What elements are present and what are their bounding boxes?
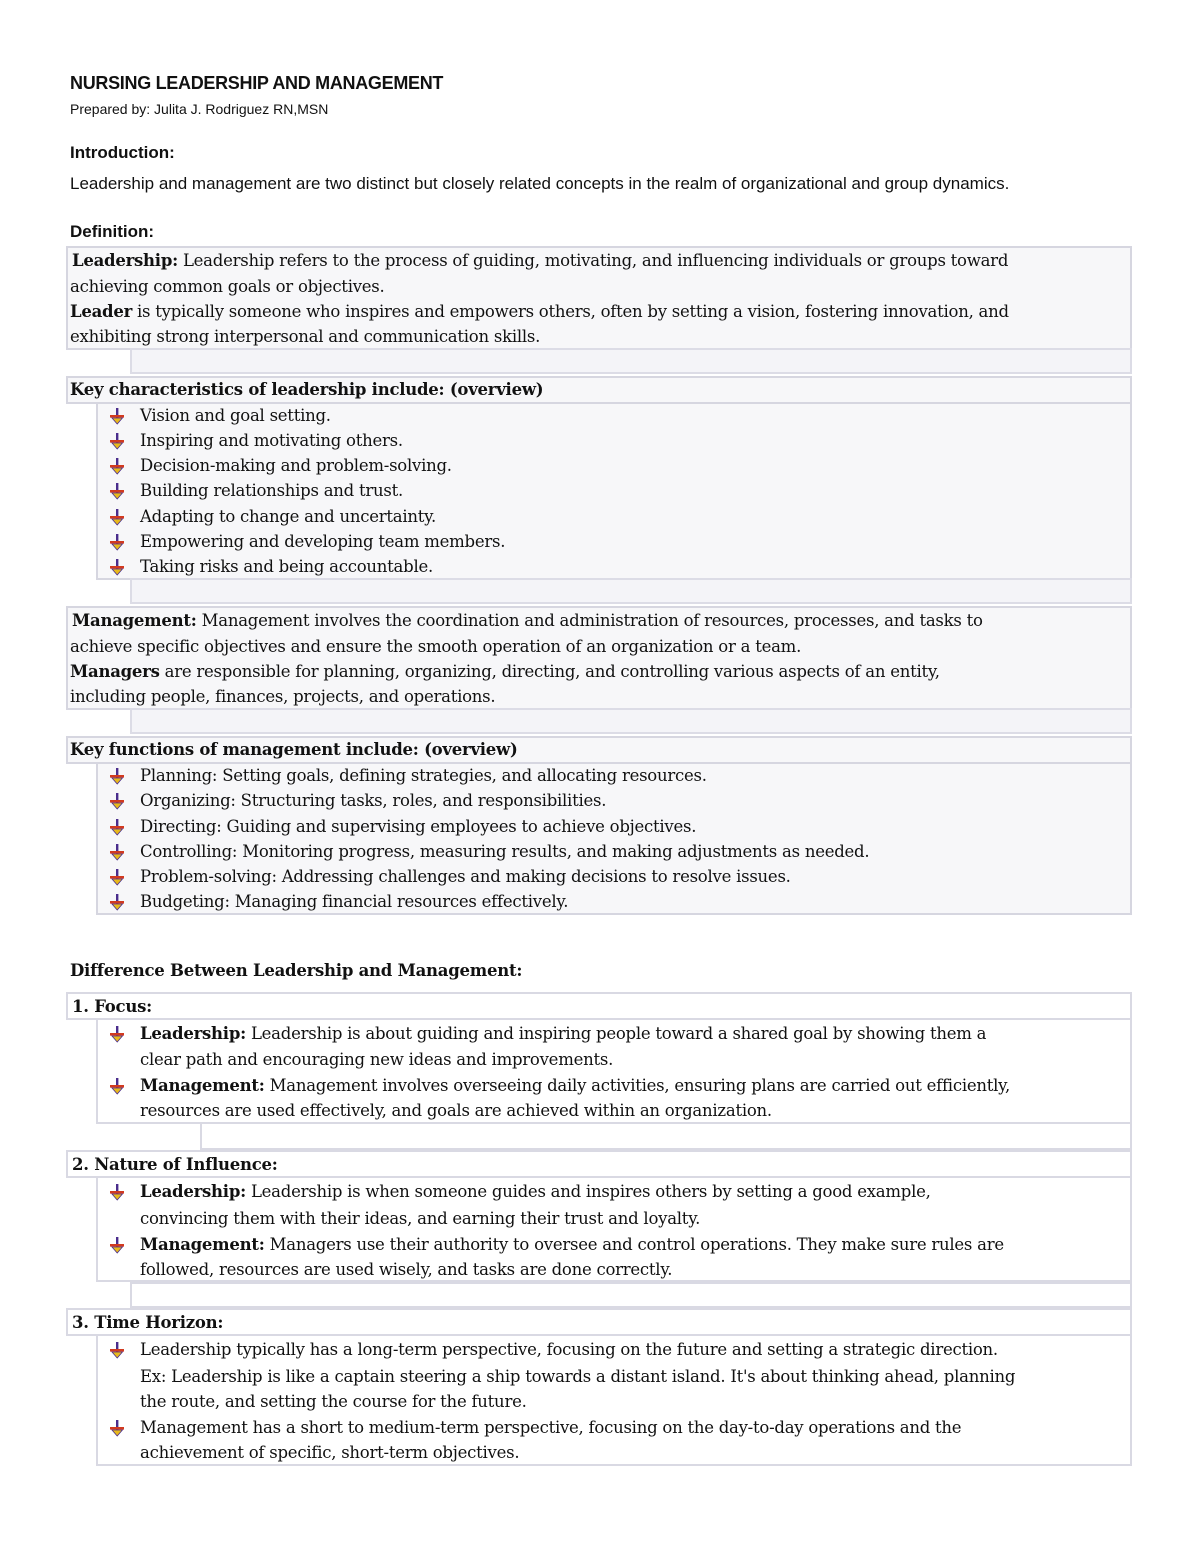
leader-term: Leader (70, 302, 133, 321)
list-item: Taking risks and being accountable. (140, 557, 433, 576)
spacer-row (130, 1282, 1132, 1308)
management-def-line1: Management: Management involves the coordination and administration of resources, processes, and tasks to (72, 611, 983, 630)
arrow-down-bullet-icon (108, 1183, 126, 1201)
focus-management-line1: Management: Management involves overseeing daily activities, ensuring plans are carried out efficiently, (140, 1076, 1011, 1095)
management-term: Management: (72, 611, 197, 630)
time-example-line1: Ex: Leadership is like a captain steering a ship towards a distant island. It's about thinking ahead, planning (140, 1367, 1016, 1386)
key-leadership-heading: Key characteristics of leadership include: (overview) (70, 380, 544, 399)
introduction-text: Leadership and management are two distinct but closely related concepts in the realm of organizational and group dynamics. (70, 174, 1010, 193)
time-example-line2: the route, and setting the course for the future. (140, 1392, 527, 1411)
focus-leadership-line2: clear path and encouraging new ideas and improvements. (140, 1050, 614, 1069)
list-item: Building relationships and trust. (140, 481, 403, 500)
arrow-down-bullet-icon (108, 1025, 126, 1043)
prepared-by: Prepared by: Julita J. Rodriguez RN,MSN (70, 101, 329, 117)
list-item: Problem-solving: Addressing challenges and making decisions to resolve issues. (140, 867, 791, 886)
arrow-down-bullet-icon (108, 432, 126, 450)
arrow-down-bullet-icon (108, 1236, 126, 1254)
focus-management-line2: resources are used effectively, and goals are achieved within an organization. (140, 1101, 772, 1120)
influence-leadership-line1: Leadership: Leadership is when someone guides and inspires others by setting a good example, (140, 1182, 931, 1201)
arrow-down-bullet-icon (108, 508, 126, 526)
influence-management-line1: Management: Managers use their authority to oversee and control operations. They make sure rules are (140, 1235, 1004, 1254)
focus-heading-box (66, 992, 1132, 1020)
leader-def-line3: Leader is typically someone who inspires and empowers others, often by setting a vision, fostering innovation, and (70, 302, 1009, 321)
time-heading: 3. Time Horizon: (72, 1313, 224, 1332)
influence-leadership-line2: convincing them with their ideas, and earning their trust and loyalty. (140, 1209, 701, 1228)
arrow-down-bullet-icon (108, 1341, 126, 1359)
time-heading-box (66, 1308, 1132, 1336)
spacer-row (130, 708, 1132, 734)
focus-leadership-line1: Leadership: Leadership is about guiding and inspiring people toward a shared goal by showing them a (140, 1024, 987, 1043)
list-item: Adapting to change and uncertainty. (140, 507, 436, 526)
management-def-line2: achieve specific objectives and ensure the smooth operation of an organization or a team. (70, 637, 802, 656)
spacer-row (200, 1122, 1132, 1150)
list-item: Vision and goal setting. (140, 406, 331, 425)
arrow-down-bullet-icon (108, 767, 126, 785)
influence-heading: 2. Nature of Influence: (72, 1155, 278, 1174)
list-item: Inspiring and motivating others. (140, 431, 403, 450)
list-item: Directing: Guiding and supervising employees to achieve objectives. (140, 817, 697, 836)
arrow-down-bullet-icon (108, 407, 126, 425)
time-leadership-line: Leadership typically has a long-term perspective, focusing on the future and setting a strategic direction. (140, 1340, 998, 1359)
influence-management-line2: followed, resources are used wisely, and tasks are done correctly. (140, 1260, 673, 1279)
leadership-def-line2: achieving common goals or objectives. (70, 277, 385, 296)
arrow-down-bullet-icon (108, 792, 126, 810)
leader-def-line4: exhibiting strong interpersonal and communication skills. (70, 327, 541, 346)
arrow-down-bullet-icon (108, 558, 126, 576)
arrow-down-bullet-icon (108, 482, 126, 500)
document-title: NURSING LEADERSHIP AND MANAGEMENT (70, 73, 444, 93)
difference-heading: Difference Between Leadership and Management: (70, 961, 523, 980)
managers-def-line3: Managers are responsible for planning, organizing, directing, and controlling various aspects of an entity, (70, 662, 940, 681)
list-item: Decision-making and problem-solving. (140, 456, 452, 475)
spacer-row (130, 348, 1132, 374)
leadership-def-line1: Leadership: Leadership refers to the process of guiding, motivating, and influencing individuals or groups toward (72, 251, 1009, 270)
list-item: Planning: Setting goals, defining strategies, and allocating resources. (140, 766, 707, 785)
time-management-line2: achievement of specific, short-term objectives. (140, 1443, 520, 1462)
spacer-row (130, 578, 1132, 604)
arrow-down-bullet-icon (108, 818, 126, 836)
arrow-down-bullet-icon (108, 533, 126, 551)
arrow-down-bullet-icon (108, 1077, 126, 1095)
list-item: Organizing: Structuring tasks, roles, and responsibilities. (140, 791, 607, 810)
arrow-down-bullet-icon (108, 1419, 126, 1437)
arrow-down-bullet-icon (108, 843, 126, 861)
list-item: Budgeting: Managing financial resources effectively. (140, 892, 569, 911)
arrow-down-bullet-icon (108, 893, 126, 911)
arrow-down-bullet-icon (108, 868, 126, 886)
managers-def-line4: including people, finances, projects, and operations. (70, 687, 496, 706)
managers-term: Managers (70, 662, 160, 681)
focus-heading: 1. Focus: (72, 997, 152, 1016)
list-item: Controlling: Monitoring progress, measuring results, and making adjustments as needed. (140, 842, 870, 861)
arrow-down-bullet-icon (108, 457, 126, 475)
list-item: Empowering and developing team members. (140, 532, 506, 551)
introduction-heading: Introduction: (70, 143, 175, 162)
key-management-heading: Key functions of management include: (overview) (70, 740, 518, 759)
leadership-term: Leadership: (72, 251, 178, 270)
time-management-line1: Management has a short to medium-term perspective, focusing on the day-to-day operations and the (140, 1418, 962, 1437)
definition-heading: Definition: (70, 222, 155, 241)
